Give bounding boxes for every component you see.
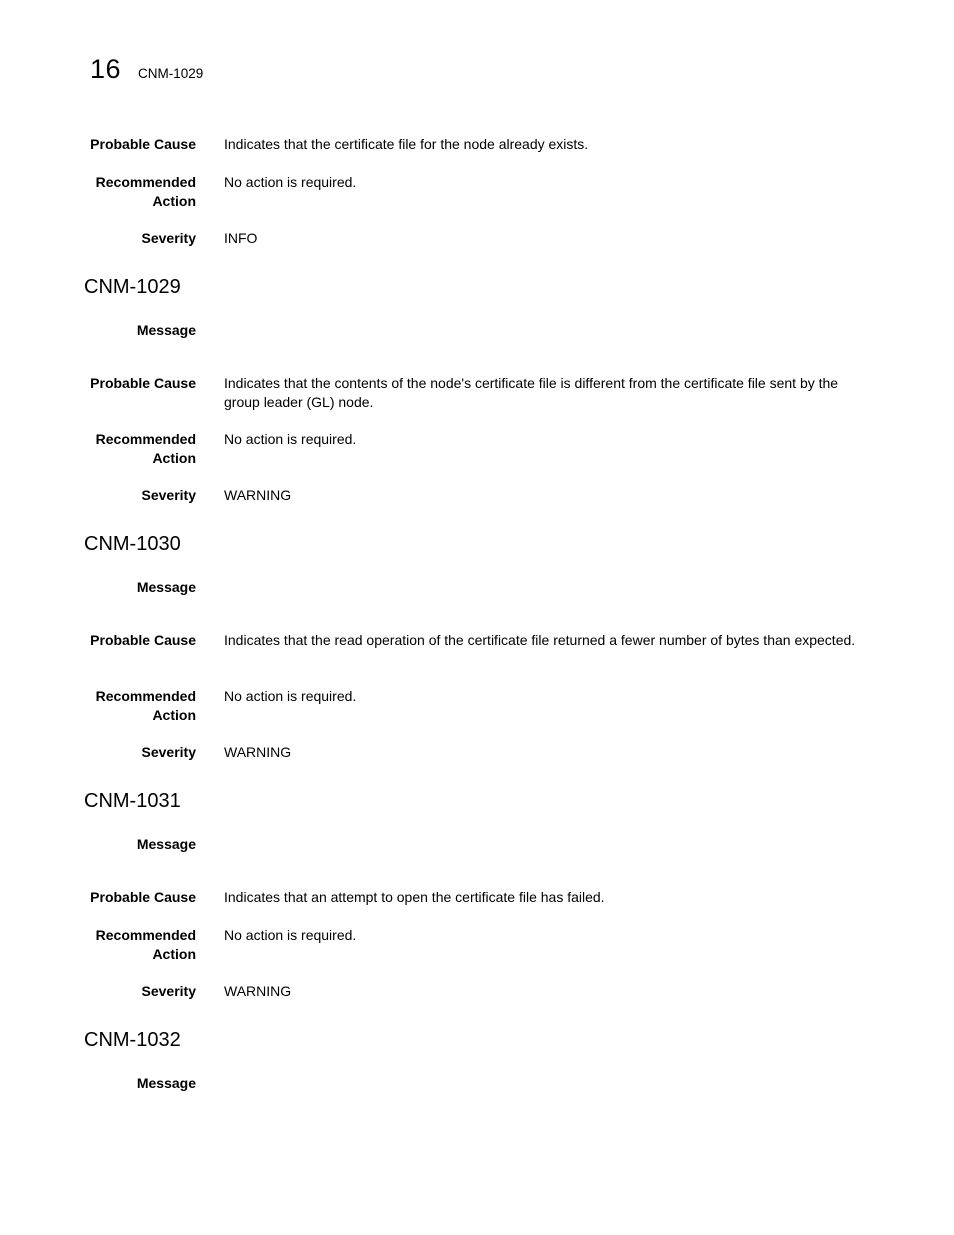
severity-label: Severity [141, 744, 196, 760]
message-label: Message [136, 1075, 196, 1091]
message-label: Message [136, 322, 196, 338]
recommended-action-label: Recommended Action [95, 431, 196, 466]
severity-value: INFO [224, 230, 258, 246]
probable-cause-label: Probable Cause [90, 632, 196, 648]
probable-cause-label: Probable Cause [90, 889, 196, 905]
recommended-action-text: No action is required. [224, 927, 357, 943]
probable-cause-text: Indicates that the certificate file for the node already exists. [224, 136, 589, 152]
probable-cause-text: Indicates that the contents of the node's certificate file is different from the certificate file sent by the group leader (GL) node. [224, 375, 839, 410]
recommended-action-label: Recommended Action [95, 688, 196, 723]
severity-label: Severity [141, 983, 196, 999]
severity-value: WARNING [224, 487, 292, 503]
section-heading: CNM-1029 [84, 276, 181, 298]
probable-cause-label: Probable Cause [90, 375, 196, 391]
section-heading: CNM-1030 [84, 533, 181, 555]
section-heading: CNM-1031 [84, 790, 181, 812]
section-heading: CNM-1032 [84, 1029, 181, 1051]
severity-label: Severity [141, 230, 196, 246]
recommended-action-label: Recommended Action [95, 927, 196, 962]
recommended-action-text: No action is required. [224, 431, 357, 447]
probable-cause-label: Probable Cause [90, 136, 196, 152]
severity-value: WARNING [224, 983, 292, 999]
running-header-title: CNM-1029 [138, 66, 204, 81]
page-header [90, 54, 203, 88]
severity-label: Severity [141, 487, 196, 503]
recommended-action-text: No action is required. [224, 174, 357, 190]
message-label: Message [136, 836, 196, 852]
recommended-action-text: No action is required. [224, 688, 357, 704]
message-label: Message [136, 579, 196, 595]
recommended-action-label: Recommended Action [95, 174, 196, 209]
probable-cause-text: Indicates that an attempt to open the certificate file has failed. [224, 889, 605, 905]
chapter-number: 16 [90, 54, 122, 84]
probable-cause-text: Indicates that the read operation of the certificate file returned a fewer number of bytes than expected. [224, 632, 856, 648]
severity-value: WARNING [224, 744, 292, 760]
